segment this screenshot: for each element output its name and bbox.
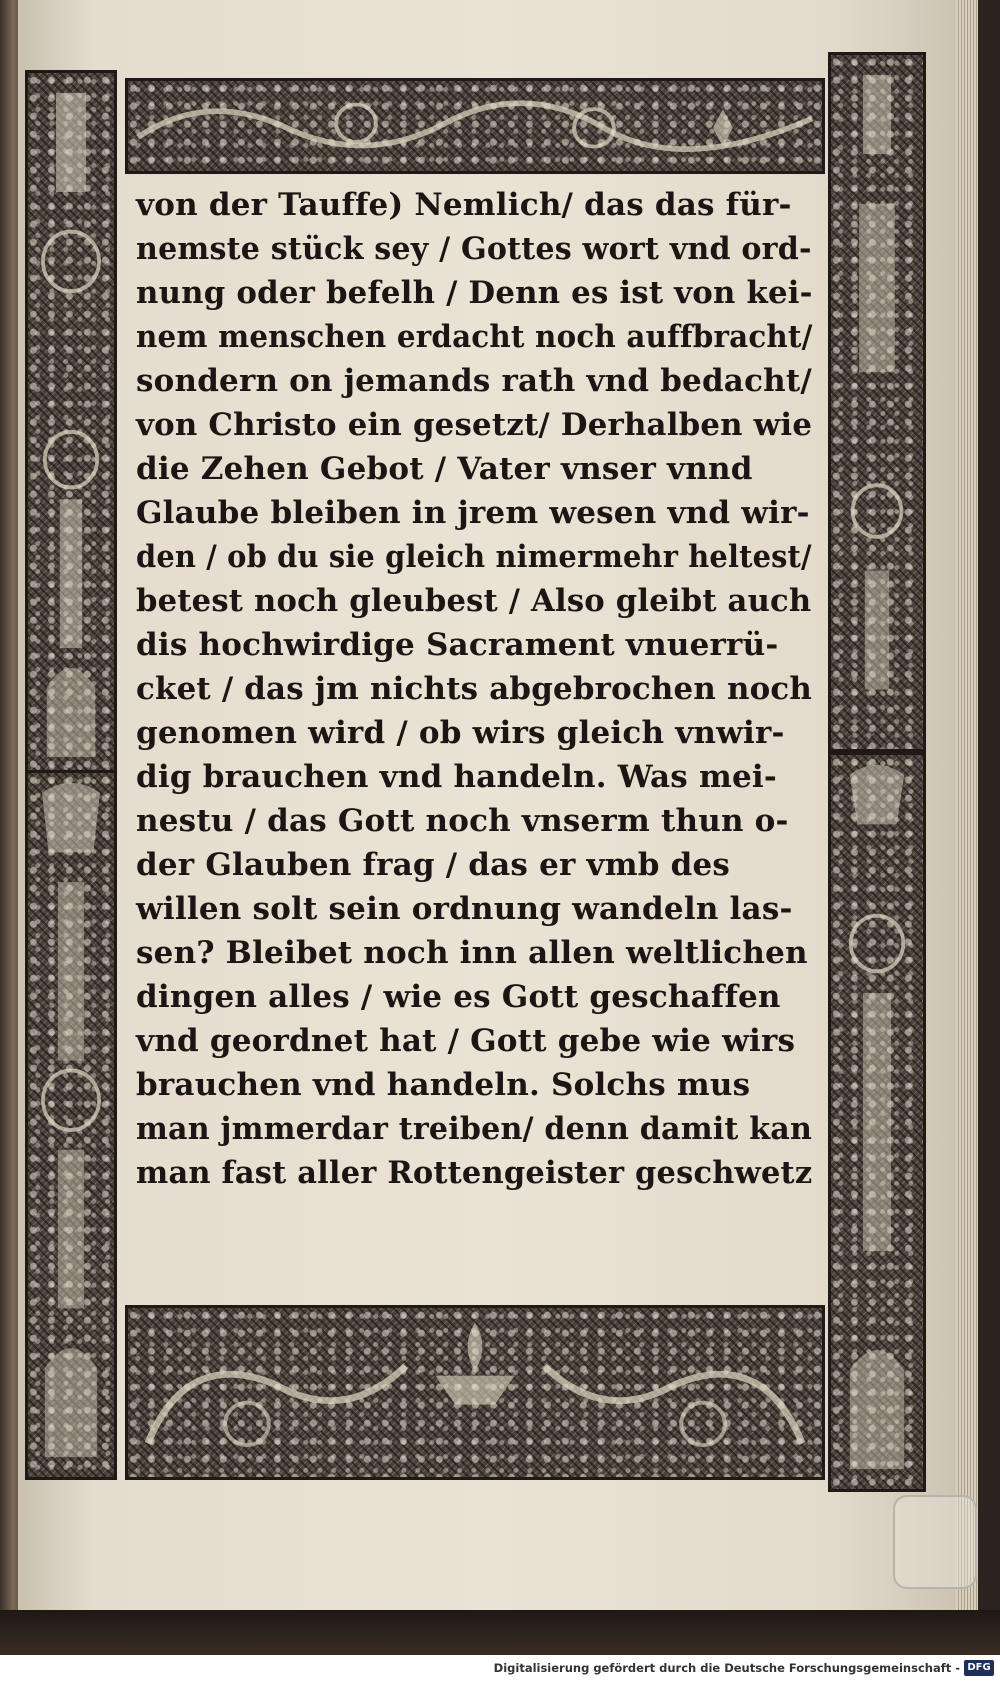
text-line: die Zehen Gebot / Vater vnser vnnd [136,451,753,487]
text-line: brauchen vnd handeln. Solchs mus [136,1067,751,1103]
page-edges [956,0,978,1610]
ornament-right-column-top [828,52,926,752]
text-line: nemste stück sey / Gottes wort vnd ord- [136,231,812,267]
text-line: den / ob du sie gleich nimermehr heltest/ [136,539,812,575]
text-line: der Glauben frag / das er vmb des [136,847,731,883]
ornament-top-banner [125,78,825,174]
dfg-logo: DFG [964,1660,994,1676]
digitization-credit-bar [0,1655,1000,1685]
body-text-block [122,175,826,1300]
text-line: vnd geordnet hat / Gott gebe wie wirs [136,1023,796,1059]
text-line: dig brauchen vnd handeln. Was mei- [136,759,777,795]
text-line: von Christo ein gesetzt/ Derhalben wie [136,407,813,443]
ornament-left-column-bottom [25,770,117,1480]
ornament-right-column-bottom [828,752,926,1492]
text-line: nestu / das Gott noch vnserm thun o- [136,803,789,839]
text-line: dis hochwirdige Sacrament vnuerrü- [136,627,779,663]
ornament-left-column-top [25,70,117,775]
text-line: sen? Bleibet noch inn allen weltlichen [136,935,808,971]
page-clip [893,1495,977,1589]
text-line: Glaube bleiben in jrem wesen vnd wir- [136,495,810,531]
text-line: willen solt sein ordnung wandeln las- [136,891,793,927]
text-line: cket / das jm nichts abgebrochen noch [136,671,813,707]
text-line: man jmmerdar treiben/ denn damit kan [136,1111,813,1147]
text-line: betest noch gleubest / Also gleibt auch [136,583,812,619]
text-line: nung oder befelh / Denn es ist von kei- [136,275,813,311]
text-line: sondern on jemands rath vnd bedacht/ [136,363,812,399]
text-line: dingen alles / wie es Gott geschaffen [136,979,781,1015]
text-line: von der Tauffe) Nemlich/ das das für- [136,187,792,223]
text-line: nem menschen erdacht noch auffbracht/ [136,319,813,355]
credit-text: Digitalisierung gefördert durch die Deutsche Forschungsgemeinschaft - [493,1661,960,1675]
ornament-bottom-banner [125,1305,825,1480]
text-line: man fast aller Rottengeister geschwetz [136,1155,813,1191]
text-line: genomen wird / ob wirs gleich vnwir- [136,715,785,751]
book-binding [0,1610,1000,1655]
